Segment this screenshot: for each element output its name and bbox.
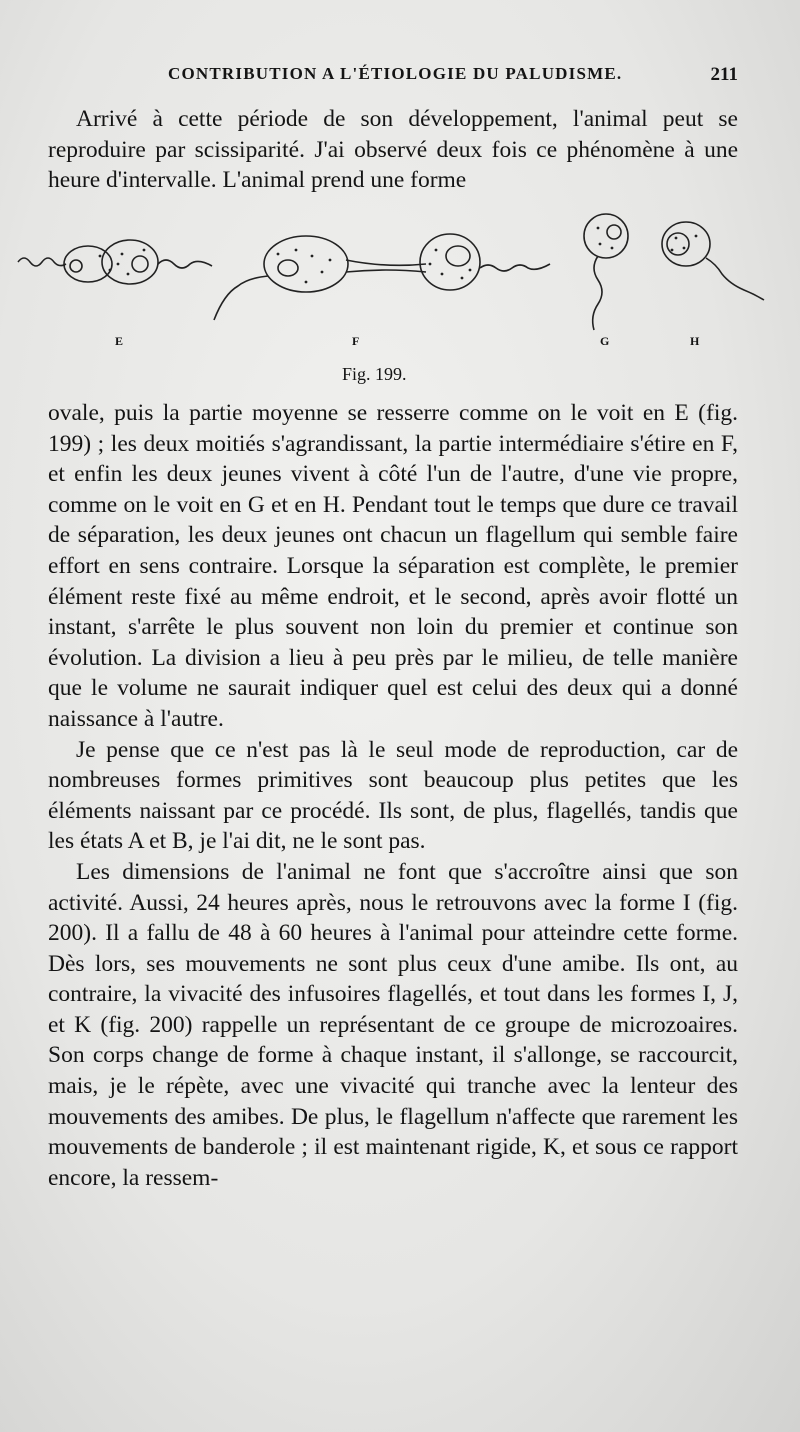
page-header bbox=[48, 64, 738, 94]
form-e-drawing bbox=[18, 240, 212, 284]
form-f-drawing bbox=[214, 234, 550, 320]
page-number: 211 bbox=[710, 64, 738, 85]
text-block-main bbox=[48, 398, 738, 1193]
figure-caption: Fig. 199. bbox=[342, 364, 407, 384]
paragraph-1: Arrivé à cette période de son développement, l'animal peut se reproduire par scissiparité. J'ai observé deux fois ce phénomène à une heure d'intervalle. L'animal prend une forme bbox=[48, 106, 738, 194]
paragraph-3: Je pense que ce n'est pas là le seul mode de reproduction, car de nombreuses formes primitives sont beaucoup plus petites que les éléments naissant par ce procédé. Ils sont, de plus, flagellés, tandis que les états A et B, je l'ai dit, ne le sont pas. bbox=[48, 736, 738, 855]
paragraph-4: Les dimensions de l'animal ne font que s'accroître ainsi que son activité. Aussi, 24 heures après, nous le retrouvons avec la forme I (fig. 200). Il a fallu de 48 à 60 heures à l'animal pour atteindre cette forme. Dès lors, ses mouvements ne sont plus ceux d'une amibe. Ils ont, au contraire, la vivacité des infusoires flagellés, et tout dans les formes I, J, et K (fig. 200) rappelle un représentant de ce groupe de microzoaires. Son corps change de forme à chaque instant, il s'allonge, se raccourcit, mais, je le répète, avec une vivacité qui tranche avec la lenteur des mouvements des amibes. De plus, le flagellum n'affecte que rarement les mouvements de banderole ; il est maintenant rigide, K, et sous ce rapport encore, la ressem- bbox=[48, 858, 738, 1191]
figure-label-h: H bbox=[690, 334, 700, 348]
form-h-drawing bbox=[662, 222, 764, 300]
figure-illustration bbox=[0, 198, 800, 338]
text-block-top bbox=[48, 104, 738, 196]
paragraph-2: ovale, puis la partie moyenne se resserre comme on le voit en E (fig. 199) ; les deux moitiés s'agrandissant, la partie intermédiaire s'étire en F, et enfin les deux jeunes vivent à côté l'un de l'autre, d'une vie propre, comme on le voit en G et en H. Pendant tout le temps que dure ce travail de séparation, les deux jeunes ont chacun un flagellum qui semble faire effort en sens contraire. Lorsque la séparation est complète, le premier élément reste fixé au même endroit, et le second, après avoir flotté un instant, s'arrête le plus souvent non loin du premier et continue son évolution. La division a lieu à peu près par le milieu, de telle manière que le volume ne saurait indiquer quel est celui des deux qui a donné naissance à l'autre. bbox=[48, 400, 738, 732]
figure-label-e: E bbox=[115, 334, 124, 348]
running-title: CONTRIBUTION A L'ÉTIOLOGIE DU PALUDISME. bbox=[168, 64, 623, 83]
figure-label-f: F bbox=[352, 334, 360, 348]
figure-199 bbox=[0, 198, 800, 388]
figure-label-g: G bbox=[600, 334, 610, 348]
form-g-drawing bbox=[584, 214, 628, 330]
